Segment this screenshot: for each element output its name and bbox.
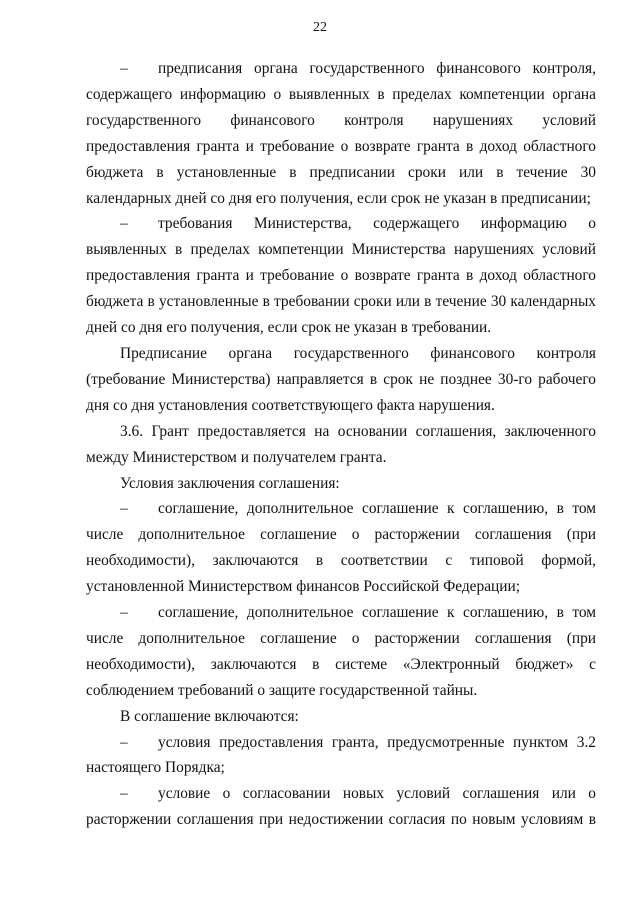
paragraph-inclusions-heading: В соглашение включаются: — [120, 707, 299, 725]
dash-marker: – — [120, 60, 128, 77]
paragraph-text: условия предоставления гранта, предусмотренные пунктом 3.2 настоящего Порядка; — [86, 733, 596, 777]
paragraph-dash-5 — [86, 730, 596, 782]
paragraph-dash-6 — [86, 781, 596, 833]
dash-marker: – — [120, 733, 128, 751]
paragraph-dash-1 — [86, 56, 596, 211]
paragraph-dash-3 — [86, 496, 596, 600]
paragraph-section-3-6: 3.6. Грант предоставляется на основании соглашения, заключенного между Министерством и получателем гранта. — [86, 422, 596, 466]
dash-marker: – — [120, 215, 128, 233]
paragraph-text: соглашение, дополнительное соглашение к соглашению, в том числе дополнительное соглашение о расторжении соглашения (при необходимости), заключаются в соответствии с типовой формой, установленной Министерством финансов Российской Федерации; — [86, 500, 596, 596]
document-body — [86, 56, 596, 833]
paragraph-dash-4 — [86, 600, 596, 704]
dash-marker: – — [120, 785, 128, 803]
paragraph-prescription: Предписание органа государственного финансового контроля (требование Министерства) направляется в срок не позднее 30-го рабочего дня со дня установления соответствующего факта нарушения. — [86, 344, 596, 414]
paragraph-conditions-heading: Условия заключения соглашения: — [120, 474, 340, 492]
page-number: 22 — [313, 20, 327, 35]
paragraph-text: условие о согласовании новых условий соглашения или о расторжении соглашения при недостижении согласия по новым условиям в — [86, 785, 596, 829]
paragraph-text: соглашение, дополнительное соглашение к соглашению, в том числе дополнительное соглашение о расторжении соглашения (при необходимости), заключаются в системе «Электронный бюджет» с соблюдением требований о защите государственной тайны. — [86, 604, 596, 699]
paragraph-text: предписания органа государственного финансового контроля, содержащего информацию о выявленных в пределах компетенции органа государственного финансового контроля нарушениях условий предоставления гранта и требование о возврате гранта в доход областного бюджета в установленные в предписании сроки или в течение 30 календарных дней со дня его получения, если срок не указан в предписании; — [86, 60, 596, 207]
paragraph-dash-2 — [86, 211, 596, 341]
paragraph-text: требования Министерства, содержащего информацию о выявленных в пределах компетенции Министерства нарушениях условий предоставления гранта и требование о возврате гранта в доход областного бюджета в установленные в требовании сроки или в течение 30 календарных дней со дня его получения, если срок не указан в требовании. — [86, 215, 596, 337]
dash-marker: – — [120, 500, 128, 518]
dash-marker: – — [120, 604, 128, 622]
